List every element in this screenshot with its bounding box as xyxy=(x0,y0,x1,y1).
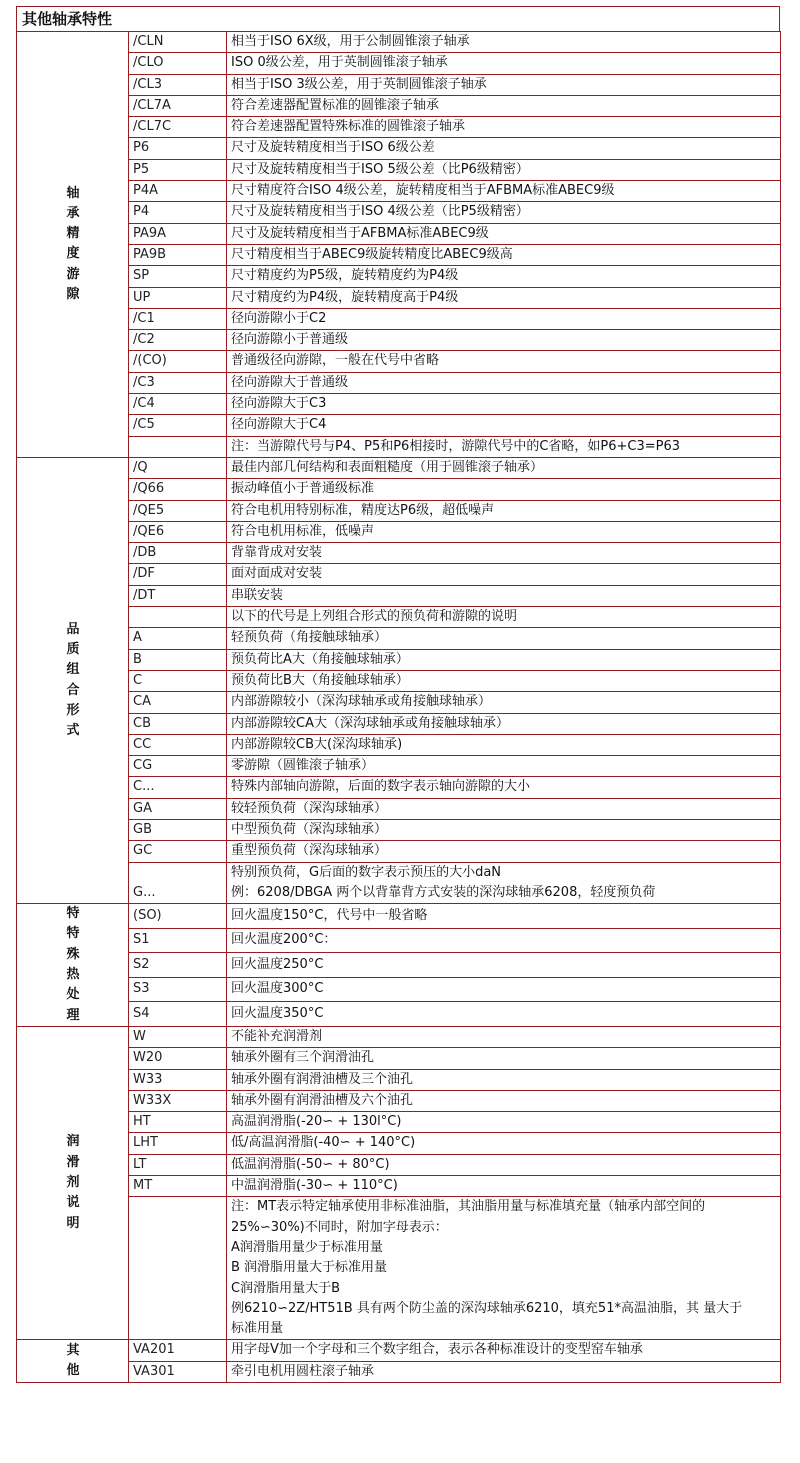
code-cell: /C3 xyxy=(129,372,227,393)
description-cell: 以下的代号是上列组合形式的预负荷和游隙的说明 xyxy=(227,607,781,628)
description-cell: 符合电机用标准，低噪声 xyxy=(227,521,781,542)
description-cell: 尺寸及旋转精度相当于ISO 5级公差（比P6级精密） xyxy=(227,159,781,180)
table-row xyxy=(17,1340,781,1361)
description-cell: 轻预负荷（角接触球轴承） xyxy=(227,628,781,649)
code-cell: A xyxy=(129,628,227,649)
code-cell: W33 xyxy=(129,1069,227,1090)
description-cell: 尺寸精度相当于ABEC9级旋转精度比ABEC9级高 xyxy=(227,244,781,265)
description-line: 特别预负荷，G后面的数字表示预压的大小daN xyxy=(231,864,502,880)
table-row xyxy=(17,436,781,457)
table-row xyxy=(17,953,781,978)
description-cell: 径向游隙小于普通级 xyxy=(227,330,781,351)
table-row xyxy=(17,308,781,329)
description-cell: 尺寸及旋转精度相当于ISO 4级公差（比P5级精密） xyxy=(227,202,781,223)
description-cell: 径向游隙大于普通级 xyxy=(227,372,781,393)
table-row xyxy=(17,266,781,287)
table-row xyxy=(17,1133,781,1154)
description-cell: 中型预负荷（深沟球轴承） xyxy=(227,819,781,840)
table-row xyxy=(17,777,781,798)
code-cell: /Q66 xyxy=(129,479,227,500)
description-cell: 尺寸精度约为P5级，旋转精度约为P4级 xyxy=(227,266,781,287)
table-row xyxy=(17,1112,781,1133)
code-cell: P6 xyxy=(129,138,227,159)
code-cell: CA xyxy=(129,692,227,713)
description-cell: 普通级径向游隙，一般在代号中省略 xyxy=(227,351,781,372)
table-row xyxy=(17,798,781,819)
table-row xyxy=(17,138,781,159)
code-cell: S4 xyxy=(129,1002,227,1027)
category-label: 其他 xyxy=(66,1342,80,1379)
description-line: 标准用量 xyxy=(231,1321,284,1337)
table-row xyxy=(17,1197,781,1340)
description-cell: 相当于ISO 3级公差，用于英制圆锥滚子轴承 xyxy=(227,74,781,95)
description-cell: 符合电机用特别标准，精度达P6级，超低噪声 xyxy=(227,500,781,521)
category-cell xyxy=(17,32,129,458)
code-cell: P4A xyxy=(129,181,227,202)
code-cell: UP xyxy=(129,287,227,308)
description-cell: 回火温度350°C xyxy=(227,1002,781,1027)
description-cell: 回火温度250°C xyxy=(227,953,781,978)
table-row xyxy=(17,457,781,478)
table-title: 其他轴承特性 xyxy=(16,6,780,31)
description-cell: 零游隙（圆锥滚子轴承） xyxy=(227,756,781,777)
description-cell: 中温润滑脂(-30∽ + 110°C) xyxy=(227,1176,781,1197)
code-cell: S3 xyxy=(129,977,227,1002)
table-row xyxy=(17,841,781,862)
description-cell: 注：当游隙代号与P4、P5和P6相接时，游隙代号中的C省略，如P6+C3=P63 xyxy=(227,436,781,457)
spec-frame xyxy=(16,6,780,1383)
table-row xyxy=(17,649,781,670)
description-cell: 最佳内部几何结构和表面粗糙度（用于圆锥滚子轴承） xyxy=(227,457,781,478)
code-cell: VA201 xyxy=(129,1340,227,1361)
category-label: 品质组合形式 xyxy=(66,621,80,739)
table-row xyxy=(17,1176,781,1197)
description-cell: 内部游隙较CA大（深沟球轴承或角接触球轴承） xyxy=(227,713,781,734)
description-cell xyxy=(227,1197,781,1340)
description-cell: 较轻预负荷（深沟球轴承） xyxy=(227,798,781,819)
table-row xyxy=(17,904,781,929)
description-line: B 润滑脂用量大于标准用量 xyxy=(231,1260,388,1276)
table-row xyxy=(17,928,781,953)
table-row xyxy=(17,977,781,1002)
table-row xyxy=(17,692,781,713)
category-cell xyxy=(17,1026,129,1339)
table-row xyxy=(17,95,781,116)
code-cell: /CL7C xyxy=(129,117,227,138)
code-cell: /DT xyxy=(129,585,227,606)
category-cell xyxy=(17,1340,129,1383)
description-line: 例：6208/DBGA 两个以背靠背方式安装的深沟球轴承6208，轻度预负荷 xyxy=(231,884,656,900)
description-line: 25%∽30%)不同时，附加字母表示： xyxy=(231,1219,448,1235)
code-cell: VA301 xyxy=(129,1361,227,1382)
table-row xyxy=(17,543,781,564)
code-cell: /CL7A xyxy=(129,95,227,116)
description-cell: 内部游隙较CB大(深沟球轴承) xyxy=(227,734,781,755)
description-cell: 预负荷比A大（角接触球轴承） xyxy=(227,649,781,670)
table-row xyxy=(17,1154,781,1175)
description-line: A润滑脂用量少于标准用量 xyxy=(231,1239,383,1255)
code-cell: S2 xyxy=(129,953,227,978)
code-cell: /QE6 xyxy=(129,521,227,542)
description-cell: 不能补充润滑剂 xyxy=(227,1026,781,1047)
description-cell: 回火温度150°C，代号中一般省略 xyxy=(227,904,781,929)
description-cell: 牵引电机用圆柱滚子轴承 xyxy=(227,1361,781,1382)
description-cell: 预负荷比B大（角接触球轴承） xyxy=(227,670,781,691)
description-cell: 内部游隙较小（深沟球轴承或角接触球轴承） xyxy=(227,692,781,713)
table-row xyxy=(17,415,781,436)
description-cell: 回火温度200°C： xyxy=(227,928,781,953)
description-cell: 面对面成对安装 xyxy=(227,564,781,585)
description-cell: 径向游隙大于C3 xyxy=(227,394,781,415)
code-cell: CC xyxy=(129,734,227,755)
category-cell xyxy=(17,457,129,903)
description-line: C润滑脂用量大于B xyxy=(231,1280,340,1296)
description-cell: 低/高温润滑脂(-40∽ + 140°C) xyxy=(227,1133,781,1154)
code-cell: GC xyxy=(129,841,227,862)
table-row xyxy=(17,607,781,628)
code-cell xyxy=(129,436,227,457)
description-cell: 符合差速器配置特殊标准的圆锥滚子轴承 xyxy=(227,117,781,138)
description-cell: ISO 0级公差，用于英制圆锥滚子轴承 xyxy=(227,53,781,74)
code-cell: W20 xyxy=(129,1048,227,1069)
category-label: 润滑剂说明 xyxy=(66,1134,80,1231)
code-cell: LHT xyxy=(129,1133,227,1154)
description-cell: 轴承外圈有润滑油槽及六个油孔 xyxy=(227,1090,781,1111)
table-row xyxy=(17,819,781,840)
description-cell: 相当于ISO 6X级，用于公制圆锥滚子轴承 xyxy=(227,32,781,53)
table-row xyxy=(17,53,781,74)
description-cell: 用字母V加一个字母和三个数字组合，表示各种标准设计的变型窑车轴承 xyxy=(227,1340,781,1361)
code-cell: PA9B xyxy=(129,244,227,265)
code-cell: PA9A xyxy=(129,223,227,244)
code-cell: C xyxy=(129,670,227,691)
code-cell: MT xyxy=(129,1176,227,1197)
code-cell: CB xyxy=(129,713,227,734)
table-row xyxy=(17,181,781,202)
table-row xyxy=(17,1048,781,1069)
table-row xyxy=(17,1069,781,1090)
table-row xyxy=(17,159,781,180)
table-row xyxy=(17,1002,781,1027)
description-cell: 串联安装 xyxy=(227,585,781,606)
table-row xyxy=(17,564,781,585)
code-cell: /DF xyxy=(129,564,227,585)
table-row xyxy=(17,223,781,244)
code-cell: SP xyxy=(129,266,227,287)
code-cell: /CLN xyxy=(129,32,227,53)
table-row xyxy=(17,479,781,500)
description-cell: 尺寸及旋转精度相当于AFBMA标准ABEC9级 xyxy=(227,223,781,244)
code-cell: /QE5 xyxy=(129,500,227,521)
code-cell: P4 xyxy=(129,202,227,223)
code-cell: S1 xyxy=(129,928,227,953)
description-cell: 尺寸及旋转精度相当于ISO 6级公差 xyxy=(227,138,781,159)
table-row xyxy=(17,330,781,351)
description-cell: 低温润滑脂(-50∽ + 80°C) xyxy=(227,1154,781,1175)
description-cell: 回火温度300°C xyxy=(227,977,781,1002)
table-row xyxy=(17,1361,781,1382)
description-cell: 背靠背成对安装 xyxy=(227,543,781,564)
category-label: 轴承精度游隙 xyxy=(66,185,80,303)
description-cell: 符合差速器配置标准的圆锥滚子轴承 xyxy=(227,95,781,116)
table-row xyxy=(17,734,781,755)
table-row xyxy=(17,244,781,265)
code-cell: /CL3 xyxy=(129,74,227,95)
category-cell xyxy=(17,904,129,1027)
table-row xyxy=(17,500,781,521)
description-cell: 径向游隙大于C4 xyxy=(227,415,781,436)
code-cell: GB xyxy=(129,819,227,840)
code-cell: /C2 xyxy=(129,330,227,351)
description-line: 例6210∽2Z/HT51B 具有两个防尘盖的深沟球轴承6210，填充51*高温油脂，其 量大于 xyxy=(231,1300,743,1316)
description-cell: 尺寸精度约为P4级，旋转精度高于P4级 xyxy=(227,287,781,308)
spec-table-body xyxy=(17,32,781,1383)
code-cell: /(CO) xyxy=(129,351,227,372)
code-cell: LT xyxy=(129,1154,227,1175)
code-cell: /C1 xyxy=(129,308,227,329)
table-row xyxy=(17,32,781,53)
code-cell: /CLO xyxy=(129,53,227,74)
table-row xyxy=(17,713,781,734)
code-cell: W xyxy=(129,1026,227,1047)
table-row xyxy=(17,202,781,223)
code-cell: P5 xyxy=(129,159,227,180)
table-row xyxy=(17,372,781,393)
table-row xyxy=(17,862,781,904)
code-cell xyxy=(129,607,227,628)
code-cell: /C4 xyxy=(129,394,227,415)
code-cell: GA xyxy=(129,798,227,819)
code-cell: /DB xyxy=(129,543,227,564)
code-cell: C... xyxy=(129,777,227,798)
code-cell: HT xyxy=(129,1112,227,1133)
code-cell: /C5 xyxy=(129,415,227,436)
table-row xyxy=(17,117,781,138)
code-cell: G... xyxy=(129,862,227,904)
code-cell: B xyxy=(129,649,227,670)
description-cell: 振动峰值小于普通级标准 xyxy=(227,479,781,500)
code-cell: W33X xyxy=(129,1090,227,1111)
description-cell xyxy=(227,862,781,904)
category-label: 特特殊热处理 xyxy=(66,906,80,1023)
description-cell: 特殊内部轴向游隙，后面的数字表示轴向游隙的大小 xyxy=(227,777,781,798)
table-row xyxy=(17,74,781,95)
table-row xyxy=(17,351,781,372)
code-cell: (SO) xyxy=(129,904,227,929)
description-cell: 重型预负荷（深沟球轴承） xyxy=(227,841,781,862)
code-cell: /Q xyxy=(129,457,227,478)
description-cell: 高温润滑脂(-20∽ + 130l°C) xyxy=(227,1112,781,1133)
table-row xyxy=(17,394,781,415)
table-row xyxy=(17,1026,781,1047)
table-row xyxy=(17,1090,781,1111)
description-cell: 径向游隙小于C2 xyxy=(227,308,781,329)
table-row xyxy=(17,585,781,606)
table-row xyxy=(17,628,781,649)
table-row xyxy=(17,756,781,777)
description-line: 注：MT表示特定轴承使用非标准油脂，其油脂用量与标准填充量（轴承内部空间的 xyxy=(231,1199,706,1215)
code-cell xyxy=(129,1197,227,1340)
description-cell: 轴承外圈有三个润滑油孔 xyxy=(227,1048,781,1069)
code-cell: CG xyxy=(129,756,227,777)
bearing-spec-table xyxy=(16,31,781,1383)
table-row xyxy=(17,521,781,542)
description-cell: 尺寸精度符合ISO 4级公差，旋转精度相当于AFBMA标准ABEC9级 xyxy=(227,181,781,202)
table-row xyxy=(17,670,781,691)
description-cell: 轴承外圈有润滑油槽及三个油孔 xyxy=(227,1069,781,1090)
table-row xyxy=(17,287,781,308)
